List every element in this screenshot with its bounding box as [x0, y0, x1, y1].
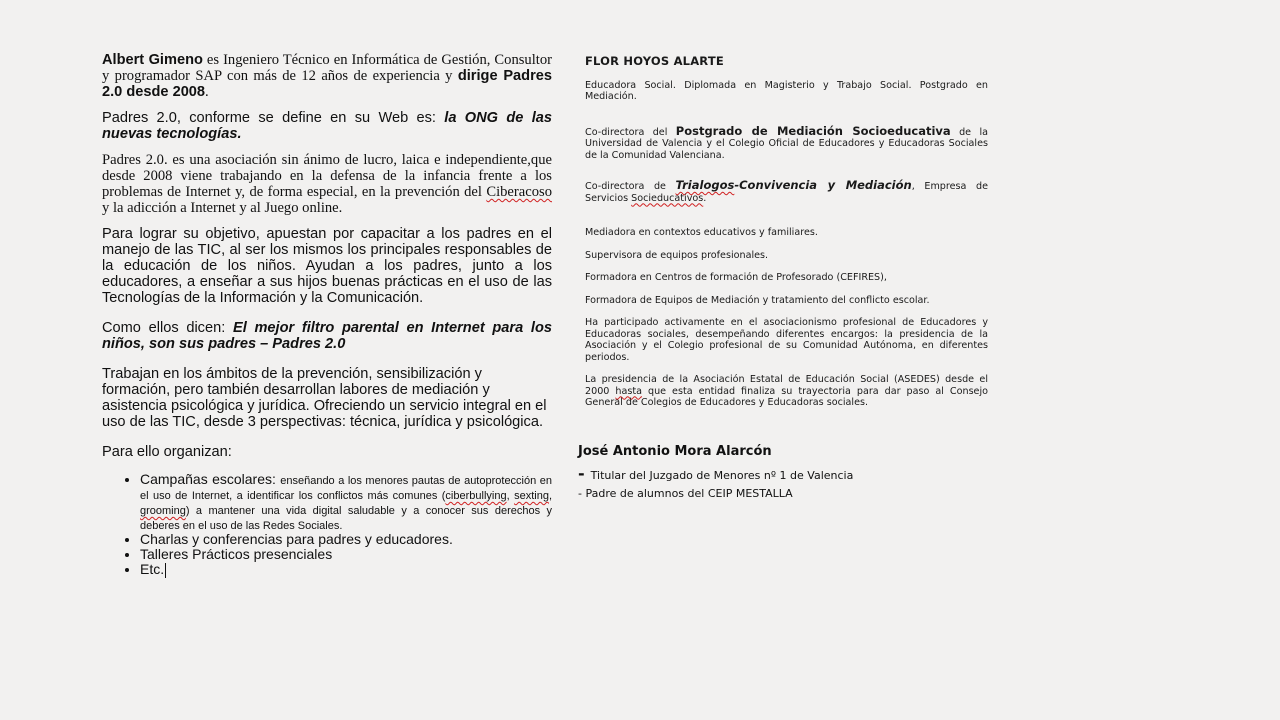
definition-paragraph: Padres 2.0, conforme se define en su Web es: la ONG de las nuevas tecnologías.	[102, 110, 552, 142]
areas-paragraph: Trabajan en los ámbitos de la prevención, sensibilización y formación, pero también desarrollan labores de mediación y asistencia psicológica y jurídica. Ofreciendo un servicio integral en el uso de las TIC, desde 3 perspectivas: técnica, jurídica y psicológica.	[102, 366, 547, 430]
cv-paragraph: Supervisora de equipos profesionales.	[585, 249, 769, 261]
flor-hoyos-column	[585, 56, 988, 420]
padres-20-column	[102, 52, 552, 578]
section-title: FLOR HOYOS ALARTE	[585, 54, 724, 68]
cv-paragraph: Formadora en Centros de formación de Profesorado (CEFIRES),	[585, 272, 887, 283]
association-paragraph: Padres 2.0. es una asociación sin ánimo de lucro, laica e independiente,que desde 2008 viene trabajando en la defensa de la infancia frente a los problemas de Internet y, de forma especial, en la prevención del Ciberacoso y la adicción a Internet y al Juego online.	[102, 152, 552, 216]
role-line: - Padre de alumnos del CEIP MESTALLA	[578, 487, 793, 500]
list-item: • Campañas escolares: enseñando a los menores pautas de autoprotección en el uso de Internet, a identificar los conflictos más comunes (ciberbullying, sexting, grooming) a mantener una vida digital saludable y a conocer sus derechos y deberes en el uso de las Redes Sociales.	[140, 472, 552, 532]
person-name: José Antonio Mora Alarcón	[578, 444, 772, 459]
cv-paragraph: La presidencia de la Asociación Estatal de Educación Social (ASEDES) desde el 2000 hasta que esta entidad finaliza su trayectoria para dar paso al Consejo General de Colegios de Educadores y Educadoras sociales.	[585, 374, 988, 408]
list-item: • Etc.	[140, 562, 552, 578]
jose-antonio-block	[578, 444, 998, 503]
organize-paragraph: Para ello organizan:	[102, 444, 232, 460]
cv-paragraph: Educadora Social. Diplomada en Magisterio y Trabajo Social. Postgrado en Mediación.	[585, 79, 988, 102]
role-line: - Titular del Juzgado de Menores nº 1 de Valencia	[578, 464, 854, 483]
activities-list	[102, 472, 552, 578]
list-item: • Charlas y conferencias para padres y educadores.	[140, 532, 552, 547]
text-cursor	[165, 563, 166, 578]
cv-paragraph: Co-directora del Postgrado de Mediación Socioeducativa de la Universidad de Valencia y el Colegio Oficial de Educadores y Educadoras Sociales de la Comunidad Valenciana.	[585, 123, 989, 161]
cv-paragraph: Co-directora de Trialogos-Convivencia y Mediación, Empresa de Servicios Socieducativos.	[585, 178, 988, 204]
cv-paragraph: Ha participado activamente en el asociacionismo profesional de Educadores y Educadoras sociales, desempeñando diferentes encargos: la presidencia de la Asociación y el Colegio profesional de su Comunidad Autónoma, en diferentes periodos.	[585, 317, 988, 363]
bio-paragraph: Albert Gimeno es Ingeniero Técnico en Informática de Gestión, Consultor y programador SAP con más de 12 años de experiencia y dirige Padres 2.0 desde 2008.	[102, 52, 553, 100]
cv-paragraph: Mediadora en contextos educativos y familiares.	[585, 227, 818, 238]
cv-paragraph: Formadora de Equipos de Mediación y tratamiento del conflicto escolar.	[585, 294, 930, 306]
objective-paragraph: Para lograr su objetivo, apuestan por capacitar a los padres en el manejo de las TIC, al ser los mismos los principales responsables de la educación de los niños. Ayudan a los padres, junto a los educadores, a enseñar a sus hijos buenas prácticas en el uso de las Tecnologías de la Información y la Comunicación.	[102, 226, 552, 306]
quote-paragraph: Como ellos dicen: El mejor filtro parental en Internet para los niños, son sus padres – Padres 2.0	[102, 320, 552, 352]
person-name: Albert Gimeno	[102, 52, 203, 68]
list-item: • Talleres Prácticos presenciales	[140, 547, 552, 562]
